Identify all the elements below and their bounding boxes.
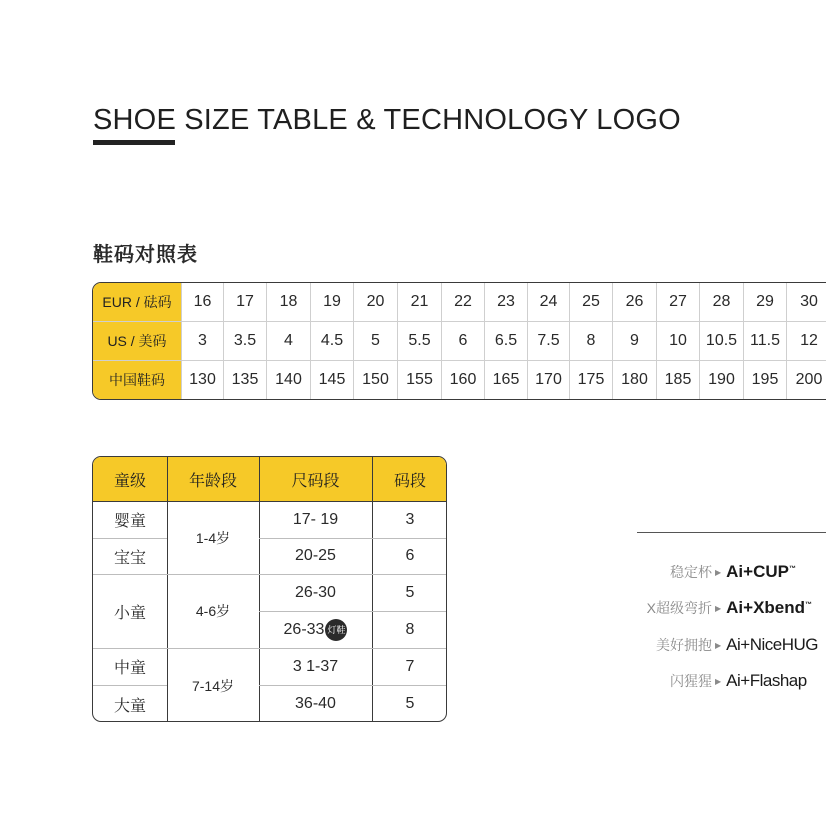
light-shoe-badge: 灯鞋 xyxy=(325,619,347,641)
size-row-label: EUR / 砝码 xyxy=(93,283,182,321)
size-cell: 195 xyxy=(744,361,787,399)
size-cell: 10 xyxy=(657,322,700,360)
size-cell: 29 xyxy=(744,283,787,321)
size-cell: 30 xyxy=(787,283,826,321)
size-range-4 xyxy=(259,611,372,648)
size-cell: 6 xyxy=(442,322,485,360)
size-cell: 190 xyxy=(700,361,744,399)
size-range-1: 17- 19 xyxy=(292,510,339,528)
size-cell: 18 xyxy=(267,283,311,321)
code-3: 5 xyxy=(405,583,415,601)
header-grade: 童级 xyxy=(113,472,146,490)
size-cell: 27 xyxy=(657,283,700,321)
size-cell: 130 xyxy=(182,361,224,399)
tech-label: 美好拥抱 xyxy=(656,637,712,653)
size-cell: 5 xyxy=(354,322,398,360)
age-range-3: 7-14岁 xyxy=(191,677,235,694)
size-cell: 22 xyxy=(442,283,485,321)
size-cell: 5.5 xyxy=(398,322,442,360)
tech-logo xyxy=(726,671,807,691)
size-cell: 24 xyxy=(528,283,570,321)
size-range-4-text: 26-33 xyxy=(283,620,325,638)
code-6: 5 xyxy=(405,695,415,712)
tech-divider xyxy=(637,532,826,533)
tech-row xyxy=(600,671,826,691)
caret-right-icon: ▶ xyxy=(715,640,722,650)
size-cell: 170 xyxy=(528,361,570,399)
tech-label: X超级弯折 xyxy=(646,600,712,616)
tech-logo-text: Ai+Xbend xyxy=(726,598,806,617)
size-row xyxy=(93,283,826,322)
size-cell: 7.5 xyxy=(528,322,570,360)
size-cell: 9 xyxy=(613,322,657,360)
size-cell: 4 xyxy=(267,322,311,360)
header-age: 年龄段 xyxy=(188,472,237,490)
size-cell: 3 xyxy=(182,322,224,360)
size-range-2: 20-25 xyxy=(295,547,336,564)
size-row xyxy=(93,361,826,399)
age-range-2: 4-6岁 xyxy=(195,603,231,619)
size-cell: 160 xyxy=(442,361,485,399)
size-cell: 17 xyxy=(224,283,267,321)
size-cell: 3.5 xyxy=(224,322,267,360)
size-cell: 23 xyxy=(485,283,528,321)
header-size-range: 尺码段 xyxy=(291,472,340,490)
size-cell: 6.5 xyxy=(485,322,528,360)
size-cell: 165 xyxy=(485,361,528,399)
size-cell: 4.5 xyxy=(311,322,354,360)
trademark-mark: ™ xyxy=(805,601,813,609)
size-cell: 10.5 xyxy=(700,322,744,360)
size-cell: 16 xyxy=(182,283,224,321)
header-code: 码段 xyxy=(393,472,426,490)
tech-label: 稳定杯 xyxy=(670,564,712,580)
size-cell: 155 xyxy=(398,361,442,399)
size-cell: 12 xyxy=(787,322,826,360)
size-cell: 20 xyxy=(354,283,398,321)
tech-logo-text: Ai+NiceHUG xyxy=(726,635,818,654)
tech-logo xyxy=(726,562,796,582)
size-row xyxy=(93,322,826,361)
grade-small-child: 小童 xyxy=(113,604,146,622)
age-size-table xyxy=(92,456,447,722)
page-title: SHOE SIZE TABLE & TECHNOLOGY LOGO xyxy=(93,104,681,136)
size-cell: 185 xyxy=(657,361,700,399)
size-range-5: 3 1-37 xyxy=(292,657,339,675)
caret-right-icon: ▶ xyxy=(715,603,722,613)
size-conversion-table xyxy=(92,282,826,400)
size-cell: 28 xyxy=(700,283,744,321)
size-cell: 19 xyxy=(311,283,354,321)
size-cell: 8 xyxy=(570,322,613,360)
trademark-mark: ™ xyxy=(788,565,796,573)
tech-row xyxy=(600,598,826,618)
size-cell: 140 xyxy=(267,361,311,399)
title-underline xyxy=(93,140,175,145)
grade-middle-child: 中童 xyxy=(113,660,146,677)
grade-baby: 宝宝 xyxy=(113,549,146,567)
size-cell: 145 xyxy=(311,361,354,399)
grade-big-child: 大童 xyxy=(113,697,146,715)
tech-logo xyxy=(726,598,812,618)
size-cell: 175 xyxy=(570,361,613,399)
tech-logo xyxy=(726,635,818,655)
tech-row xyxy=(600,635,826,655)
size-cell: 25 xyxy=(570,283,613,321)
size-cell: 26 xyxy=(613,283,657,321)
code-5: 7 xyxy=(405,657,415,675)
size-cell: 21 xyxy=(398,283,442,321)
size-cell: 200 xyxy=(787,361,826,399)
code-2: 6 xyxy=(405,547,415,564)
size-cell: 135 xyxy=(224,361,267,399)
caret-right-icon: ▶ xyxy=(715,567,722,577)
section-heading: 鞋码对照表 xyxy=(93,244,198,266)
code-4: 8 xyxy=(405,620,415,638)
size-range-6: 36-40 xyxy=(295,695,336,712)
tech-label: 闪猩猩 xyxy=(670,673,712,689)
size-cell: 11.5 xyxy=(744,322,787,360)
age-range-1: 1-4岁 xyxy=(195,529,231,546)
tech-logo-text: Ai+Flashap xyxy=(726,671,807,690)
caret-right-icon: ▶ xyxy=(715,676,722,686)
tech-row xyxy=(600,562,826,582)
size-cell: 150 xyxy=(354,361,398,399)
grade-infant: 婴童 xyxy=(113,513,146,530)
size-range-3: 26-30 xyxy=(295,583,336,601)
size-cell: 180 xyxy=(613,361,657,399)
size-row-label: US / 美码 xyxy=(93,322,182,360)
code-1: 3 xyxy=(405,510,415,528)
size-row-label: 中国鞋码 xyxy=(93,361,182,399)
tech-logo-text: Ai+CUP xyxy=(726,562,789,581)
